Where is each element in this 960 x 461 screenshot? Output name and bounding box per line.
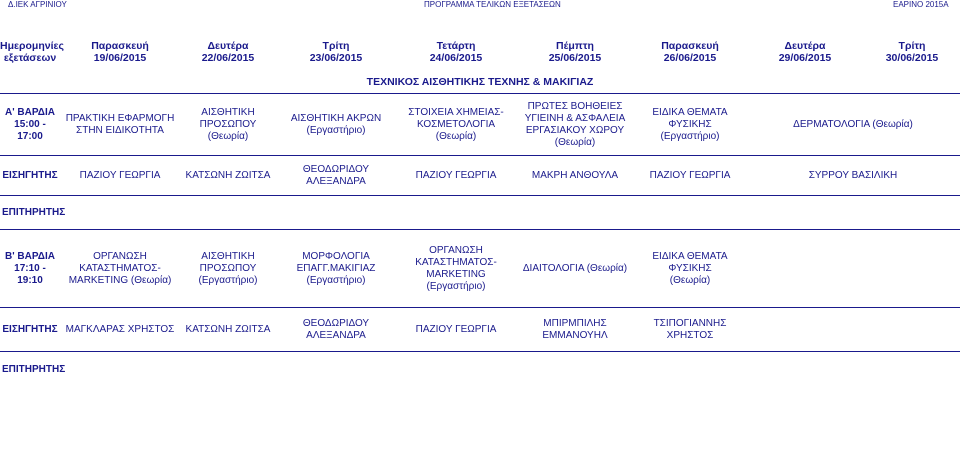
examiner-label: ΕΙΣΗΓΗΤΗΣ xyxy=(2,169,58,181)
exam-subject: ΑΙΣΘΗΤΙΚΗ ΑΚΡΩΝ (Εργαστήριο) xyxy=(290,112,382,136)
examiner-name: ΜΑΓΚΛΑΡΑΣ ΧΡΗΣΤΟΣ xyxy=(65,323,175,335)
shift-b-row xyxy=(0,230,960,308)
shift-b-label: Β' ΒΑΡΔΙΑ 17:10 - 19:10 xyxy=(5,250,55,286)
section-title-row xyxy=(0,71,960,94)
examiner-name: ΤΣΙΠΟΓΙΑΝΝΗΣ ΧΡΗΣΤΟΣ xyxy=(653,317,727,341)
examiner-name: ΜΑΚΡΗ ΑΝΘΟΥΛΑ xyxy=(531,169,619,181)
date-cell: Πέμπτη 25/06/2015 xyxy=(548,40,602,64)
document-title: ΠΡΟΓΡΑΜΜΑ ΤΕΛΙΚΩΝ ΕΞΕΤΑΣΕΩΝ xyxy=(424,0,561,9)
examiner-name: ΚΑΤΣΩΝΗ ΖΩΙΤΣΑ xyxy=(185,323,271,335)
date-cell: Τρίτη 30/06/2015 xyxy=(885,40,939,64)
exam-subject: ΣΤΟΙΧΕΙΑ ΧΗΜΕΙΑΣ- ΚΟΣΜΕΤΟΛΟΓΙΑ (Θεωρία) xyxy=(408,106,504,142)
examiner-name: ΘΕΟΔΩΡΙΔΟΥ ΑΛΕΞΑΝΔΡΑ xyxy=(302,163,370,187)
examiner-name: ΠΑΖΙΟΥ ΓΕΩΡΓΙΑ xyxy=(415,323,497,335)
page-header-bar xyxy=(0,0,960,10)
date-cell: Τετάρτη 24/06/2015 xyxy=(429,40,483,64)
date-cell: Παρασκευή 26/06/2015 xyxy=(661,40,719,64)
examiner-name: ΠΑΖΙΟΥ ΓΕΩΡΓΙΑ xyxy=(79,169,161,181)
exam-subject: ΠΡΑΚΤΙΚΗ ΕΦΑΡΜΟΓΗ ΣΤΗΝ ΕΙΔΙΚΟΤΗΤΑ xyxy=(65,112,175,136)
date-cell: Τρίτη 23/06/2015 xyxy=(309,40,363,64)
exam-schedule-table xyxy=(0,33,960,388)
school-name: Δ.ΙΕΚ ΑΓΡΙΝΙΟΥ xyxy=(8,0,67,9)
semester-label: ΕΑΡΙΝΟ 2015Α xyxy=(893,0,949,9)
exam-subject: ΟΡΓΑΝΩΣΗ ΚΑΤΑΣΤΗΜΑΤΟΣ- MARKETING (Θεωρία) xyxy=(68,250,172,286)
exam-subject: ΟΡΓΑΝΩΣΗ ΚΑΤΑΣΤΗΜΑΤΟΣ- MARKETING (Εργαστήριο) xyxy=(415,244,497,292)
exam-subject: ΕΙΔΙΚΑ ΘΕΜΑΤΑ ΦΥΣΙΚΗΣ (Θεωρία) xyxy=(652,250,728,286)
date-cell: Δευτέρα 22/06/2015 xyxy=(201,40,255,64)
examiner-name: ΠΑΖΙΟΥ ΓΕΩΡΓΙΑ xyxy=(415,169,497,181)
exam-subject: ΔΕΡΜΑΤΟΛΟΓΙΑ (Θεωρία) xyxy=(793,118,913,130)
exam-subject: ΠΡΩΤΕΣ ΒΟΗΘΕΙΕΣ ΥΓΙΕΙΝΗ & ΑΣΦΑΛΕΙΑ ΕΡΓΑΣΙΑΚΟΥ ΧΩΡΟΥ (Θεωρία) xyxy=(524,100,626,148)
date-cell: Δευτέρα 29/06/2015 xyxy=(778,40,832,64)
exam-subject: ΕΙΔΙΚΑ ΘΕΜΑΤΑ ΦΥΣΙΚΗΣ (Εργαστήριο) xyxy=(652,106,728,142)
specialty-title: ΤΕΧΝΙΚΟΣ ΑΙΣΘΗΤΙΚΗΣ ΤΕΧΝΗΣ & ΜΑΚΙΓΙΑΖ xyxy=(366,76,594,88)
supervisor-label: ΕΠΙΤΗΡΗΤΗΣ xyxy=(2,363,66,375)
examiners-a-row xyxy=(0,156,960,196)
dates-label: Ημερομηνίες εξετάσεων xyxy=(0,40,64,64)
examiner-name: ΠΑΖΙΟΥ ΓΕΩΡΓΙΑ xyxy=(649,169,731,181)
examiners-b-row xyxy=(0,308,960,352)
date-cell: Παρασκευή 19/06/2015 xyxy=(91,40,149,64)
exam-subject: ΑΙΣΘΗΤΙΚΗ ΠΡΟΣΩΠΟΥ (Εργαστήριο) xyxy=(198,250,258,286)
examiner-name: ΘΕΟΔΩΡΙΔΟΥ ΑΛΕΞΑΝΔΡΑ xyxy=(302,317,370,341)
exam-subject: ΑΙΣΘΗΤΙΚΗ ΠΡΟΣΩΠΟΥ (Θεωρία) xyxy=(199,106,257,142)
exam-subject: ΜΟΡΦΟΛΟΓΙΑ ΕΠΑΓΓ.ΜΑΚΙΓΙΑΖ (Εργαστήριο) xyxy=(296,250,376,286)
header-row xyxy=(0,33,960,71)
supervisor-a-row xyxy=(0,196,960,230)
shift-a-label: Α' ΒΑΡΔΙΑ 15:00 - 17:00 xyxy=(5,106,55,142)
shift-a-row xyxy=(0,94,960,156)
examiner-name: ΜΠΙΡΜΠΙΛΗΣ ΕΜΜΑΝΟΥΗΛ xyxy=(542,317,608,341)
exam-subject: ΔΙΑΙΤΟΛΟΓΙΑ (Θεωρία) xyxy=(522,262,628,274)
supervisor-b-row xyxy=(0,352,960,388)
examiner-name: ΚΑΤΣΩΝΗ ΖΩΙΤΣΑ xyxy=(185,169,271,181)
examiner-name: ΣΥΡΡΟΥ ΒΑΣΙΛΙΚΗ xyxy=(808,169,898,181)
examiner-label: ΕΙΣΗΓΗΤΗΣ xyxy=(2,323,58,335)
supervisor-label: ΕΠΙΤΗΡΗΤΗΣ xyxy=(2,206,66,218)
